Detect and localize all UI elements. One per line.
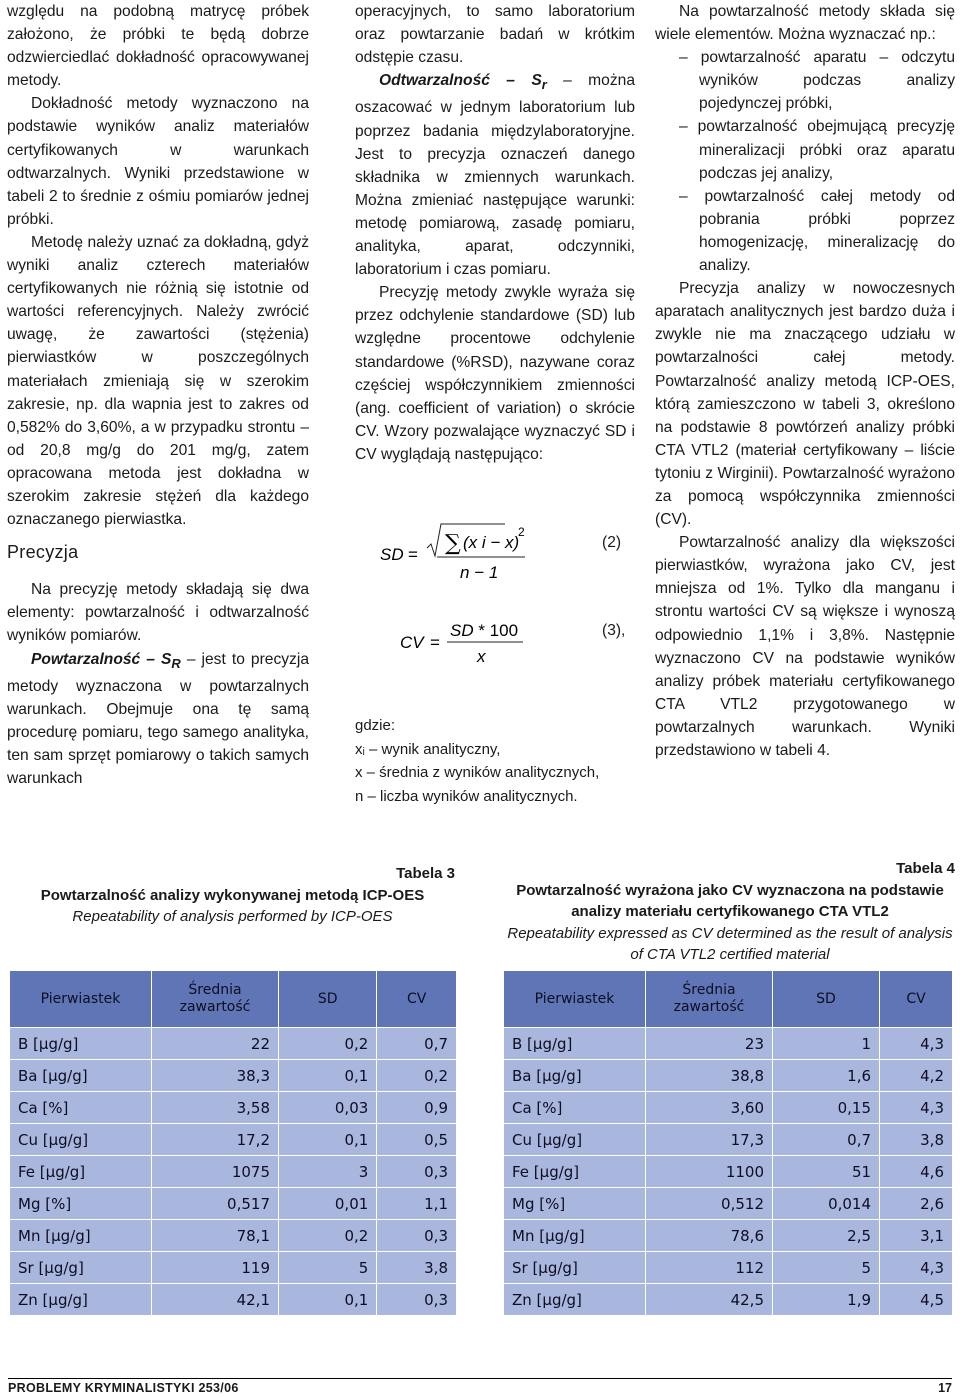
element-cell: Cu [µg/g] [504,1124,646,1156]
value-cell: 0,9 [377,1092,457,1124]
paragraph: Precyzja analizy w nowoczesnych aparatach analitycznych jest bardzo duża i zwykle nie ma znaczącego udziału w powtarzalności całej metody. Powtarzalność analizy metodą ICP-OES, którą zamieszczono w tabeli 3, określono na podstawie 8 powtórzeń analizy próbki CTA VTL2 (materiał certyfikowany – liście tytoniu z Wirginii). Powtarzalność wyrażono za pomocą współczynnika zmienności (CV). [655,280,955,529]
value-cell: 4,3 [880,1252,953,1284]
footer-rule [8,1378,952,1379]
table3 [9,970,457,1316]
header-cell: CV [377,971,457,1028]
element-cell: B [µg/g] [10,1028,152,1060]
cv-symbol: CV [400,633,424,652]
value-cell: 0,2 [279,1220,377,1252]
list-item: – powtarzalność obejmującą precyzję mineralizacji próbki oraz aparatu podczas jej analizy, [679,118,955,182]
value-cell: 0,01 [279,1188,377,1220]
sigma-symbol: ∑ [445,531,461,556]
value-cell: 4,3 [880,1092,953,1124]
term: Odtwarzalność – S [379,72,542,90]
table-header-row [10,971,457,1028]
table-title-english: Repeatability of analysis performed by ICP-OES [72,908,393,925]
value-cell: 0,5 [377,1124,457,1156]
column-2 [355,0,635,466]
value-cell: 0,2 [377,1060,457,1092]
value-cell: 38,3 [152,1060,279,1092]
element-cell: Mn [µg/g] [504,1220,646,1252]
table-row [10,1252,457,1284]
table-header-row [504,971,953,1028]
value-cell: 0,15 [773,1092,880,1124]
value-cell: 78,1 [152,1220,279,1252]
element-cell: Ba [µg/g] [10,1060,152,1092]
value-cell: 1,6 [773,1060,880,1092]
numerator: (x i − x) [463,533,520,552]
value-cell: 0,03 [279,1092,377,1124]
sd-symbol: SD [380,545,404,564]
value-cell: 42,1 [152,1284,279,1316]
value-cell: 0,7 [773,1124,880,1156]
section-heading: Precyzja [7,542,79,563]
value-cell: 0,014 [773,1188,880,1220]
list-item: – powtarzalność całej metody od pobrania próbki poprzez homogenizację, mineralizację do analizy. [679,187,955,275]
header-cell: SD [773,971,880,1028]
paragraph: Powtarzalność analizy dla większości pierwiastków, wyrażona jako CV, jest mniejsza od 1%. Tylko dla manganu i strontu wartości CV są większe i wynoszą odpowiednio 1,1% i 3,8%. Następnie wyznaczono CV na podstawie wyników analizy próbek materiału certyfikowanego CTA VTL2 przygotowanego w powtarzalnych warunkach. Wyniki przedstawiono w tabeli 4. [655,534,955,759]
table-row [10,1284,457,1316]
value-cell: 3 [279,1156,377,1188]
table-row [504,1252,953,1284]
table-row [10,1156,457,1188]
value-cell: 4,3 [880,1028,953,1060]
table-row [504,1188,953,1220]
element-cell: Zn [µg/g] [10,1284,152,1316]
value-cell: 1,1 [377,1188,457,1220]
element-cell: B [µg/g] [504,1028,646,1060]
value-cell: 4,2 [880,1060,953,1092]
table-row [504,1092,953,1124]
value-cell: 42,5 [646,1284,773,1316]
definition: xᵢ – wynik analityczny, [355,740,501,758]
where-label: gdzie: [355,717,396,734]
element-cell: Mn [µg/g] [10,1220,152,1252]
term-subscript: r [541,77,547,93]
paragraph: względu na podobną matrycę próbek założono, że próbki te będą dobrze odzwierciedlać dokładność opracowywanej metody. [7,3,309,90]
value-cell: 51 [773,1156,880,1188]
table-number: Tabela 3 [396,865,455,882]
table-number: Tabela 4 [896,860,955,877]
header-cell: Średnia zawartość [152,971,279,1028]
table-title: Powtarzalność wyrażona jako CV wyznaczona na podstawie analizy materiału certyfikowanego CTA VTL2 [516,881,944,920]
value-cell: 4,6 [880,1156,953,1188]
value-cell: 3,1 [880,1220,953,1252]
paragraph [355,69,635,281]
value-cell: 0,517 [152,1188,279,1220]
header-cell: CV [880,971,953,1028]
table-row [504,1156,953,1188]
equation-number: (2) [602,534,622,551]
term: Powtarzalność – S [31,650,172,668]
cv-denominator: x [477,647,486,666]
paragraph: Metodę należy uznać za dokładną, gdyż wyniki analiz czterech materiałów certyfikowanych nie różnią się istotnie od wartości referencyjnych. Należy zwrócić uwagę, że zawartości (stężenia) pierwiastków w poszczególnych materiałach zmieniają się w szerokim zakresie, np. dla wapnia jest to zakres od 0,582% do 3,60%, a w przypadku strontu – od 20,8 mg/g do 201 mg/g, zatem opracowana metoda jest dokładna w szerokim zakresie stężeń dla każdego oznaczanego pierwiastka. [7,233,309,529]
header-cell: Pierwiastek [504,971,646,1028]
table-row [10,1220,457,1252]
value-cell: 0,1 [279,1284,377,1316]
paragraph: Precyzję metody zwykle wyraża się przez odchylenie standardowe (SD) lub względne procentowe odchylenie standardowe (%RSD), nazywane coraz częściej współczynnikiem zmienności (ang. coefficient of variation) o skrócie CV. Wzory pozwalające wyznaczyć SD i CV wyglądają następująco: [355,284,635,463]
table-row [504,1220,953,1252]
denominator: n − 1 [460,563,499,582]
value-cell: 3,8 [377,1252,457,1284]
paragraph [7,648,309,791]
element-cell: Cu [µg/g] [10,1124,152,1156]
paragraph: Na powtarzalność metody składa się wiele elementów. Można wyznaczać np.: [655,3,955,44]
equals-sign: = [430,633,440,652]
value-cell: 17,3 [646,1124,773,1156]
cv-numerator: SD * 100 [450,621,519,640]
table4-caption [505,858,955,966]
term-subscript: R [171,655,181,671]
table3-caption [10,863,455,928]
table-title: Powtarzalność analizy wykonywanej metodą ICP-OES [40,886,425,904]
value-cell: 3,8 [880,1124,953,1156]
element-cell: Sr [µg/g] [504,1252,646,1284]
element-cell: Sr [µg/g] [10,1252,152,1284]
value-cell: 5 [773,1252,880,1284]
element-cell: Mg [%] [10,1188,152,1220]
table-row [504,1060,953,1092]
value-cell: 2,6 [880,1188,953,1220]
paragraph-text: – można oszacować w jednym laboratorium lub poprzez badania międzylaboratoryjne. Jest to precyzja oznaczeń danego składnika w zmiennych warunkach. Można zmieniać następujące warunki: metodę pomiarową, zasadę pomiaru, analityka, aparat, odczynniki, laboratorium i czas pomiaru. [355,72,635,279]
value-cell: 0,3 [377,1284,457,1316]
value-cell: 17,2 [152,1124,279,1156]
table-row [504,1028,953,1060]
table-row [10,1124,457,1156]
header-cell: SD [279,971,377,1028]
element-cell: Zn [µg/g] [504,1284,646,1316]
table-body [10,1028,457,1316]
value-cell: 1 [773,1028,880,1060]
value-cell: 4,5 [880,1284,953,1316]
equals-sign: = [408,545,418,564]
value-cell: 22 [152,1028,279,1060]
paragraph: Na precyzję metody składają się dwa elementy: powtarzalność i odtwarzalność wyników pomiarów. [7,581,309,645]
value-cell: 1,9 [773,1284,880,1316]
definitions [355,714,645,808]
journal-name: PROBLEMY KRYMINALISTYKI 253/06 [8,1381,239,1395]
value-cell: 1075 [152,1156,279,1188]
table-row [504,1124,953,1156]
value-cell: 112 [646,1252,773,1284]
exponent: 2 [518,525,525,539]
value-cell: 5 [279,1252,377,1284]
value-cell: 119 [152,1252,279,1284]
header-cell: Średnia zawartość [646,971,773,1028]
value-cell: 78,6 [646,1220,773,1252]
table4 [503,970,953,1316]
value-cell: 1100 [646,1156,773,1188]
value-cell: 3,58 [152,1092,279,1124]
value-cell: 2,5 [773,1220,880,1252]
value-cell: 3,60 [646,1092,773,1124]
element-cell: Ba [µg/g] [504,1060,646,1092]
value-cell: 0,3 [377,1156,457,1188]
column-3 [655,0,955,762]
paragraph: operacyjnych, to samo laboratorium oraz powtarzanie badań w krótkim odstępie czasu. [355,3,635,67]
definition: n – liczba wyników analitycznych. [355,787,578,805]
paragraph-text: – jest to precyzja metody wyznaczona w powtarzalnych warunkach. Obejmuje ona tę samą procedurę pomiaru, tego samego analityka, ten sam sprzęt pomiarowy o takich samych warunkach [7,650,309,788]
table-row [10,1060,457,1092]
value-cell: 0,2 [279,1028,377,1060]
value-cell: 0,512 [646,1188,773,1220]
table-row [10,1092,457,1124]
table-title-english: Repeatability expressed as CV determined as the result of analysis of CTA VTL2 certified material [507,924,953,963]
element-cell: Fe [µg/g] [10,1156,152,1188]
element-cell: Ca [%] [504,1092,646,1124]
value-cell: 38,8 [646,1060,773,1092]
definition: x – średnia z wyników analitycznych, [355,764,600,781]
value-cell: 0,7 [377,1028,457,1060]
value-cell: 0,1 [279,1060,377,1092]
page-number: 17 [938,1381,952,1395]
element-cell: Mg [%] [504,1188,646,1220]
paragraph: Dokładność metody wyznaczono na podstawie wyników analiz materiałów certyfikowanych w warunkach odtwarzalnych. Wyniki przedstawione w tabeli 2 to średnie z ośmiu pomiarów jednej próbki. [7,95,309,228]
element-cell: Ca [%] [10,1092,152,1124]
table-row [504,1284,953,1316]
value-cell: 0,1 [279,1124,377,1156]
table-row [10,1188,457,1220]
value-cell: 23 [646,1028,773,1060]
element-cell: Fe [µg/g] [504,1156,646,1188]
equation-number: (3), [602,622,626,639]
column-1 [7,0,309,790]
value-cell: 0,3 [377,1220,457,1252]
header-cell: Pierwiastek [10,971,152,1028]
list-item: – powtarzalność aparatu – odczytu wyników podczas analizy pojedynczej próbki, [679,49,955,113]
table-body [504,1028,953,1316]
table-row [10,1028,457,1060]
